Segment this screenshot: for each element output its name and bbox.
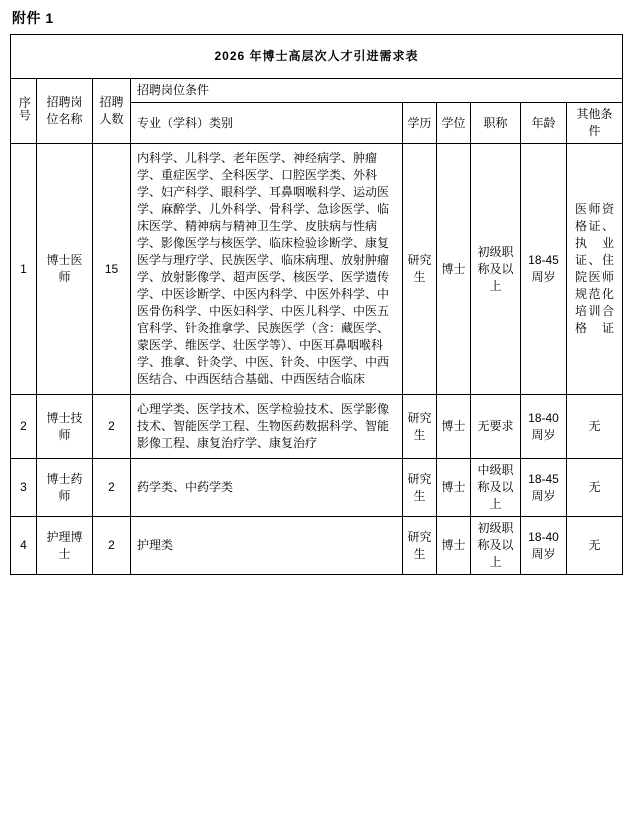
title-row <box>11 35 623 79</box>
cell-education: 研究生 <box>403 395 437 459</box>
cell-job-title: 中级职称及以上 <box>471 459 521 517</box>
header-position-name: 招聘岗位名称 <box>37 79 93 144</box>
header-education: 学历 <box>403 103 437 144</box>
cell-other: 无 <box>567 517 623 575</box>
cell-position-name: 博士医师 <box>37 144 93 395</box>
cell-seq: 2 <box>11 395 37 459</box>
table-row <box>11 144 623 395</box>
cell-other: 无 <box>567 459 623 517</box>
cell-position-name: 博士技师 <box>37 395 93 459</box>
cell-degree: 博士 <box>437 395 471 459</box>
cell-headcount: 2 <box>93 517 131 575</box>
cell-education: 研究生 <box>403 144 437 395</box>
cell-headcount: 2 <box>93 395 131 459</box>
header-headcount: 招聘人数 <box>93 79 131 144</box>
cell-other: 无 <box>567 395 623 459</box>
cell-headcount: 15 <box>93 144 131 395</box>
cell-job-title: 初级职称及以上 <box>471 144 521 395</box>
cell-major: 心理学类、医学技术、医学检验技术、医学影像技术、智能医学工程、生物医药数据科学、智能影像工程、康复治疗学、康复治疗 <box>131 395 403 459</box>
header-other: 其他条件 <box>567 103 623 144</box>
cell-age: 18-40 周岁 <box>521 395 567 459</box>
cell-age: 18-45 周岁 <box>521 459 567 517</box>
cell-headcount: 2 <box>93 459 131 517</box>
cell-education: 研究生 <box>403 517 437 575</box>
cell-major: 护理类 <box>131 517 403 575</box>
cell-seq: 3 <box>11 459 37 517</box>
cell-degree: 博士 <box>437 144 471 395</box>
cell-seq: 4 <box>11 517 37 575</box>
page-title: 2026 年博士高层次人才引进需求表 <box>11 35 623 79</box>
header-age: 年龄 <box>521 103 567 144</box>
header-group-conditions: 招聘岗位条件 <box>131 79 623 103</box>
cell-position-name: 护理博士 <box>37 517 93 575</box>
header-job-title: 职称 <box>471 103 521 144</box>
cell-job-title: 初级职称及以上 <box>471 517 521 575</box>
cell-age: 18-45 周岁 <box>521 144 567 395</box>
cell-age: 18-40 周岁 <box>521 517 567 575</box>
cell-job-title: 无要求 <box>471 395 521 459</box>
table-row <box>11 395 623 459</box>
cell-seq: 1 <box>11 144 37 395</box>
cell-major: 内科学、儿科学、老年医学、神经病学、肿瘤学、重症医学、全科医学、口腔医学类、外科学、妇产科学、眼科学、耳鼻咽喉科学、运动医学、麻醉学、儿外科学、骨科学、急诊医学、临床医学、精神病与精神卫生学、皮肤病与性病学、影像医学与核医学、临床检验诊断学、康复医学与理疗学、民族医学、临床病理、放射肿瘤学、放射影像学、超声医学、核医学、医学遗传学、中医诊断学、中医内科学、中医外科学、中医骨伤科学、中医妇科学、中医儿科学、中医五官科学、针灸推拿学、民族医学（含：藏医学、蒙医学、维医学、壮医学等）、中医耳鼻咽喉科学、推拿、针灸学、中医、针灸、中医学、中西医结合、中西医结合基础、中西医结合临床 <box>131 144 403 395</box>
header-row-top <box>11 79 623 103</box>
recruitment-table <box>10 34 623 575</box>
table-row <box>11 459 623 517</box>
header-degree: 学位 <box>437 103 471 144</box>
cell-other: 医师资格证、执业证、住院医师规范化培训合格证 <box>567 144 623 395</box>
header-major: 专业（学科）类别 <box>131 103 403 144</box>
cell-position-name: 博士药师 <box>37 459 93 517</box>
cell-education: 研究生 <box>403 459 437 517</box>
header-seq: 序号 <box>11 79 37 144</box>
cell-degree: 博士 <box>437 517 471 575</box>
cell-major: 药学类、中药学类 <box>131 459 403 517</box>
table-row <box>11 517 623 575</box>
cell-degree: 博士 <box>437 459 471 517</box>
attachment-label: 附件 1 <box>12 10 54 26</box>
